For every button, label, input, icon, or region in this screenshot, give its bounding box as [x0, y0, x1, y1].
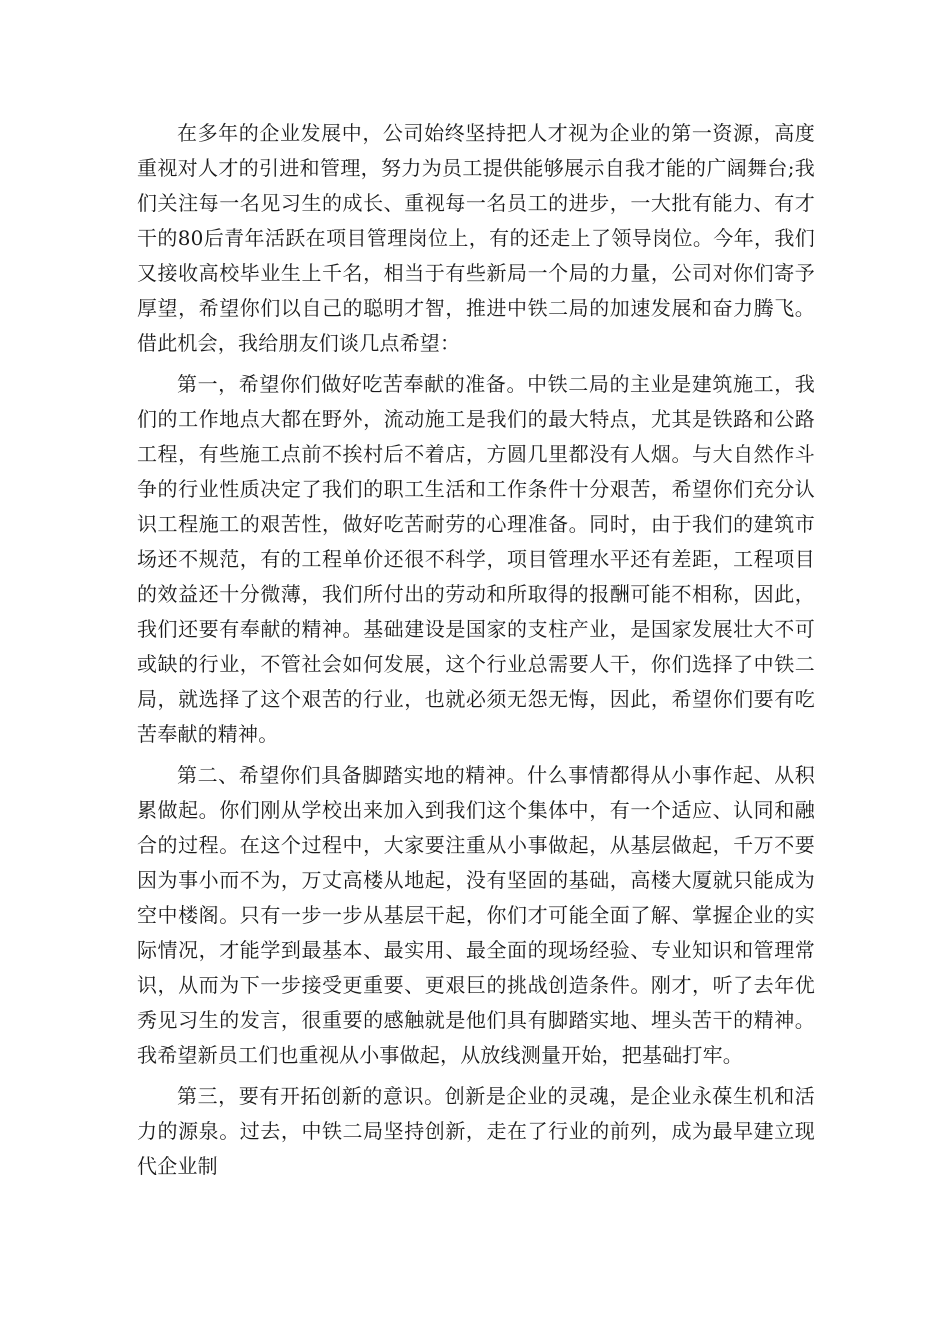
paragraph-third-hope: 第三，要有开拓创新的意识。创新是企业的灵魂，是企业永葆生机和活力的源泉。过去，中铁二局坚持创新，走在了行业的前列，成为最早建立现代企业制 — [137, 1084, 815, 1178]
paragraph-intro: 在多年的企业发展中，公司始终坚持把人才视为企业的第一资源，高度重视对人才的引进和管理，努力为员工提供能够展示自我才能的广阔舞台;我们关注每一名见习生的成长、重视每一名员工的进步，一大批有能力、有才干的80后青年活跃在项目管理岗位上，有的还走上了领导岗位。今年，我们又接收高校毕业生上千名，相当于有些新局一个局的力量，公司对你们寄予厚望，希望你们以自己的聪明才智，推进中铁二局的加速发展和奋力腾飞。借此机会，我给朋友们谈几点希望： — [137, 121, 815, 355]
paragraph-first-hope: 第一，希望你们做好吃苦奉献的准备。中铁二局的主业是建筑施工，我们的工作地点大都在野外，流动施工是我们的最大特点，尤其是铁路和公路工程，有些施工点前不挨村后不着店，方圆几里都没有人烟。与大自然作斗争的行业性质决定了我们的职工生活和工作条件十分艰苦，希望你们充分认识工程施工的艰苦性，做好吃苦耐劳的心理准备。同时，由于我们的建筑市场还不规范，有的工程单价还很不科学，项目管理水平还有差距，工程项目的效益还十分微薄，我们所付出的劳动和所取得的报酬可能不相称，因此，我们还要有奉献的精神。基础建设是国家的支柱产业，是国家发展壮大不可或缺的行业，不管社会如何发展，这个行业总需要人干，你们选择了中铁二局，就选择了这个艰苦的行业，也就必须无怨无悔，因此，希望你们要有吃苦奉献的精神。 — [137, 372, 815, 746]
paragraph-second-hope: 第二、希望你们具备脚踏实地的精神。什么事情都得从小事作起、从积累做起。你们刚从学校出来加入到我们这个集体中，有一个适应、认同和融合的过程。在这个过程中，大家要注重从小事做起，从基层做起，千万不要因为事小而不为，万丈高楼从地起，没有坚固的基础，高楼大厦就只能成为空中楼阁。只有一步一步从基层干起，你们才可能全面了解、掌握企业的实际情况，才能学到最基本、最实用、最全面的现场经验、专业知识和管理常识，从而为下一步接受更重要、更艰巨的挑战创造条件。刚才，听了去年优秀见习生的发言，很重要的感触就是他们具有脚踏实地、埋头苦干的精神。我希望新员工们也重视从小事做起，从放线测量开始，把基础打牢。 — [137, 763, 815, 1067]
document-body — [137, 116, 815, 1190]
